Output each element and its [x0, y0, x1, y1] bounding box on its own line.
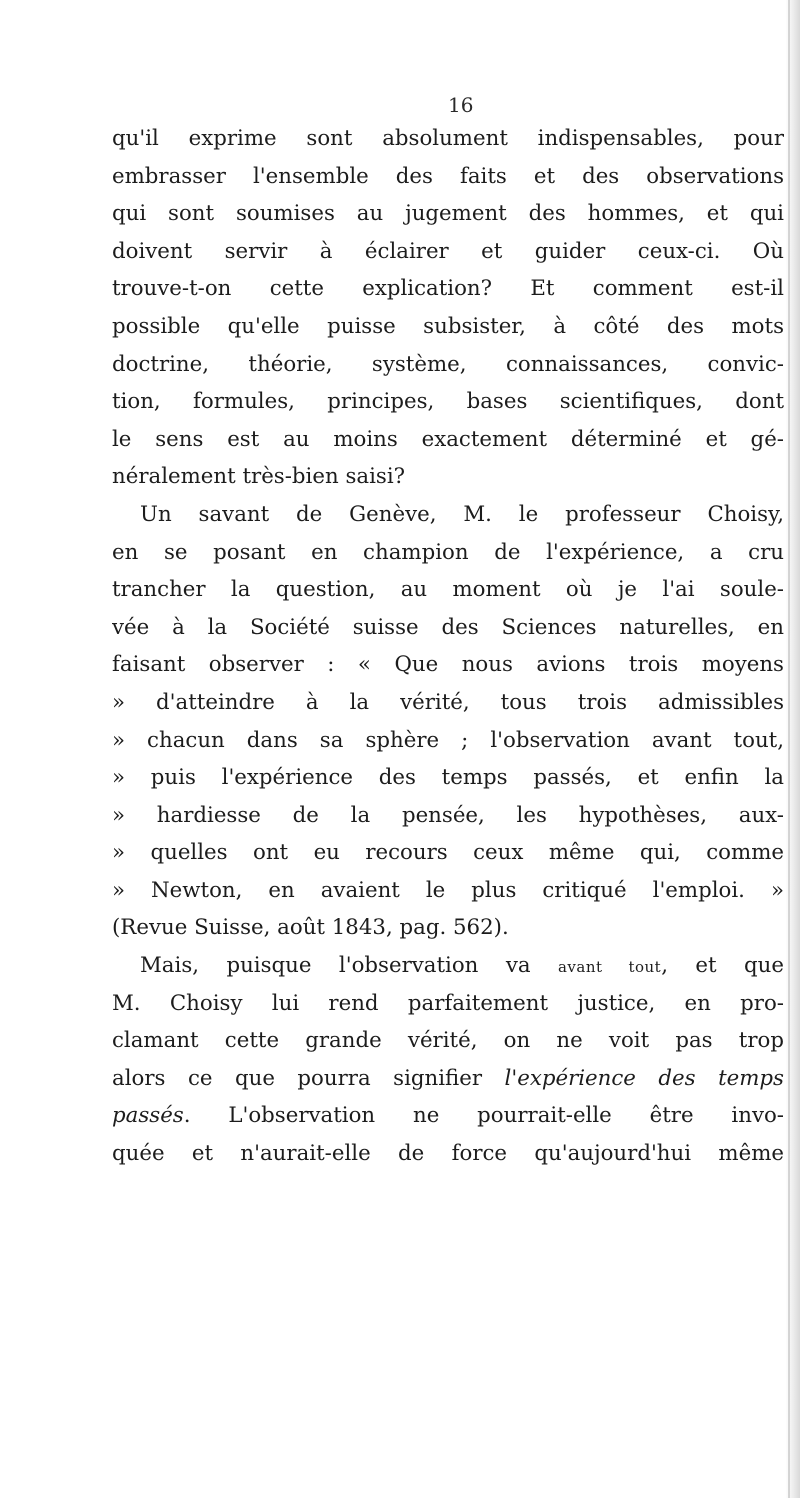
citation-line: (Revue Suisse, août 1843, pag. 562).: [112, 915, 509, 941]
quote-line: » hardiesse de la pensée, les hypothèses, aux-: [112, 802, 784, 828]
body-text: [112, 120, 784, 1173]
italic-phrase: passés: [112, 1103, 184, 1129]
text-line: quée et n'aurait-elle de force qu'aujourd'hui même: [112, 1141, 784, 1167]
text-line: trouve-t-on cette explication? Et comment est-il: [112, 276, 784, 302]
text-line: doivent servir à éclairer et guider ceux-ci. Où: [112, 238, 784, 264]
text-segment: . L'observation ne pourrait-elle être invo-: [183, 1103, 784, 1129]
text-segment: Mais, puisque l'observation va: [140, 953, 531, 979]
text-line: faisant observer : « Que nous avions trois moyens: [112, 652, 784, 678]
text-segment: alors ce que pourra signifier: [112, 1065, 483, 1091]
text-line: tion, formules, principes, bases scientifiques, dont: [112, 389, 784, 415]
quote-line: » Newton, en avaient le plus critiqué l'emploi. »: [112, 877, 784, 903]
text-line: trancher la question, au moment où je l'ai soule-: [112, 577, 784, 603]
text-line: qui sont soumises au jugement des hommes, et qui: [112, 201, 784, 227]
small-caps-phrase: avant tout: [557, 958, 662, 977]
text-line: qu'il exprime sont absolument indispensables, pour: [112, 126, 784, 151]
paragraph-start: Un savant de Genève, M. le professeur Choisy,: [140, 501, 784, 527]
quote-line: » puis l'expérience des temps passés, et enfin la: [112, 765, 784, 791]
text-line: possible qu'elle puisse subsister, à côté des mots: [112, 313, 784, 339]
quote-line: » chacun dans sa sphère ; l'observation avant tout,: [112, 727, 784, 753]
text-line: le sens est au moins exactement déterminé et gé-: [112, 426, 784, 452]
page-number: 16: [448, 93, 474, 117]
text-line: néralement très-bien saisi?: [112, 464, 406, 490]
text-line: doctrine, théorie, système, connaissances, convic-: [112, 351, 784, 377]
text-line: embrasser l'ensemble des faits et des observations: [112, 163, 784, 189]
paragraph-start: [112, 947, 784, 985]
text-line: [112, 1060, 784, 1098]
italic-phrase: l'expérience des temps: [504, 1065, 784, 1091]
text-line: M. Choisy lui rend parfaitement justice, en pro-: [112, 990, 784, 1016]
quote-line: » quelles ont eu recours ceux même qui, comme: [112, 840, 784, 866]
text-line: clamant cette grande vérité, on ne voit pas trop: [112, 1028, 784, 1054]
text-line: vée à la Société suisse des Sciences naturelles, en: [112, 614, 784, 640]
text-line: en se posant en champion de l'expérience, a cru: [112, 539, 784, 565]
text-line: [112, 1097, 784, 1135]
quote-line: » d'atteindre à la vérité, tous trois admissibles: [112, 689, 784, 715]
page-edge-line: [788, 0, 790, 1498]
text-segment: , et que: [661, 953, 784, 979]
